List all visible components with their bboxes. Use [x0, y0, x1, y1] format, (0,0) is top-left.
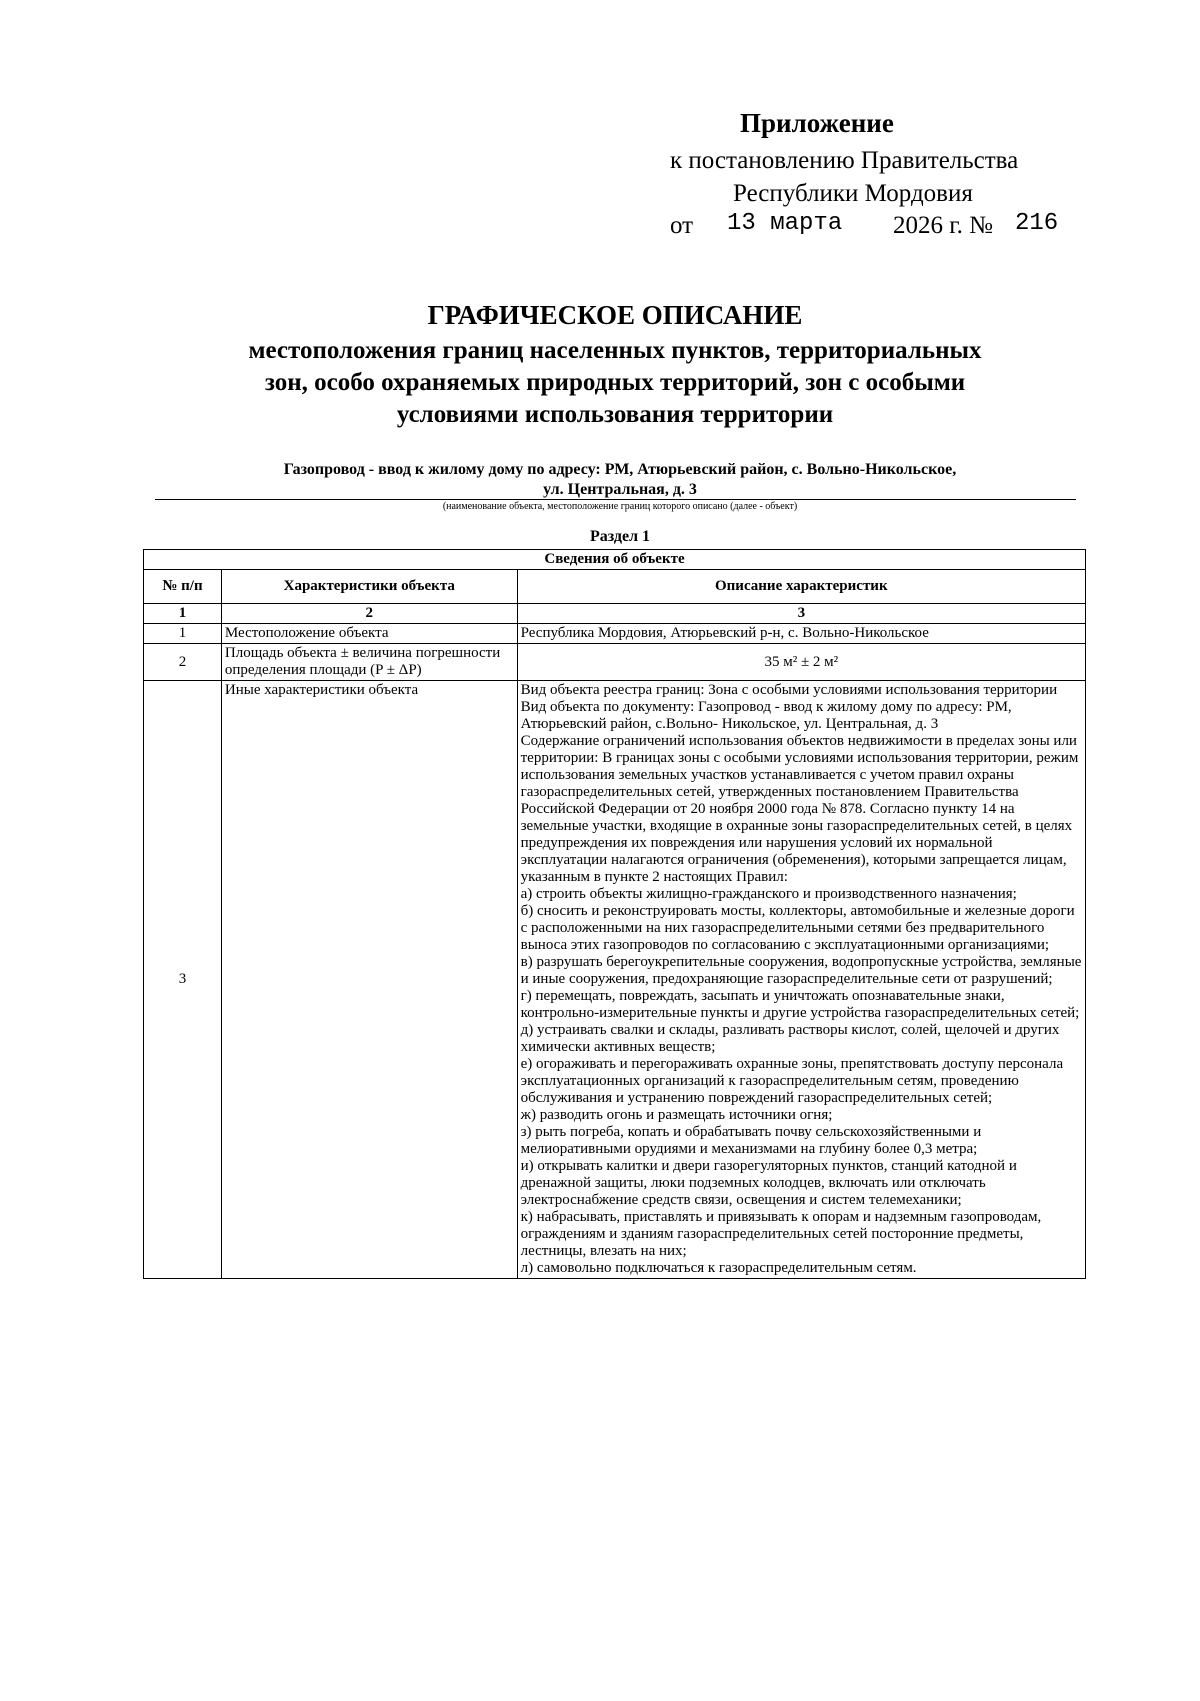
colnum-3: 3: [517, 604, 1085, 624]
table-colnum-row: [144, 604, 1086, 624]
table-header-row: [144, 570, 1086, 604]
description-paragraph: а) строить объекты жилищно-гражданского и производственного назначения;: [520, 886, 1017, 902]
object-name: [140, 460, 1100, 500]
object-caption: (наименование объекта, местоположение границ которого описано (далее - объект): [442, 501, 798, 512]
description-paragraph: ж) разводить огонь и размещать источники огня;: [520, 1107, 833, 1123]
row-characteristic: Площадь объекта ± величина погрешности определения площади (P ± ΔP): [221, 644, 517, 681]
document-subtitle: [130, 335, 1100, 431]
document-subtitle-line: местоположения границ населенных пунктов, территориальных: [248, 337, 982, 364]
row-description: Республика Мордовия, Атюрьевский р-н, с. Вольно-Никольское: [517, 624, 1085, 644]
description-paragraph: з) рыть погреба, копать и обрабатывать почву сельскохозяйственными и мелиоративными орудиями и механизмами на глубину более 0,3 метра;: [520, 1124, 982, 1157]
appendix-title: Приложение: [740, 108, 894, 138]
row-num: 2: [144, 644, 222, 681]
table-title-row: [144, 550, 1086, 570]
document-subtitle-line: зон, особо охраняемых природных территорий, зон с особыми: [264, 369, 966, 396]
description-paragraph: к) набрасывать, приставлять и привязывать к опорам и надземным газопроводам, ограждениям и зданиям газораспределительных сетей посторонние предметы, лестницы, влезать на них;: [520, 1209, 1042, 1259]
table-row: [144, 644, 1086, 681]
header-characteristic: Характеристики объекта: [221, 570, 517, 604]
appendix-date-value: 13 марта: [727, 210, 843, 237]
row-num: 1: [144, 624, 222, 644]
row-characteristic: Иные характеристики объекта: [221, 681, 517, 1279]
header-num: № п/п: [144, 570, 222, 604]
object-name-line: ул. Центральная, д. 3: [543, 481, 697, 498]
object-info-table: [143, 549, 1086, 1279]
object-name-line: Газопровод - ввод к жилому дому по адресу: РМ, Атюрьевский район, с. Вольно-Никольское,: [283, 461, 957, 478]
description-paragraph: е) огораживать и перегораживать охранные зоны, препятствовать доступу персонала эксплуатационных организаций к газораспределительным сетям, проведению обслуживания и устранению повреждений газораспределительных сетей;: [520, 1056, 1064, 1106]
description-paragraph: д) устраивать свалки и склады, разливать растворы кислот, солей, щелочей и других химически активных веществ;: [520, 1022, 1060, 1055]
row-num: 3: [144, 681, 222, 1279]
table-row: [144, 681, 1086, 1279]
appendix-region-line: Республики Мордовия: [733, 180, 973, 207]
document-main-title: ГРАФИЧЕСКОЕ ОПИСАНИЕ: [427, 300, 803, 330]
description-paragraph: Содержание ограничений использования объектов недвижимости в пределах зоны или территории: В границах зоны с особыми условиями использования территории, режим использования земельных участков устанавливается с учетом правил охраны газораспределительных сетей, утвержденных постановлением Правительства Российской Федерации от 20 ноября 2000 года № 878. Согласно пункту 14 на земельные участки, входящие в охранные зоны газораспределительных сетей, в целях предупреждения их повреждения или нарушения условий их нормальной эксплуатации налагаются ограничения (обременения), которыми запрещается лицам, указанным в пункте 2 настоящих Правил:: [520, 733, 1079, 885]
table-row: [144, 624, 1086, 644]
description-paragraph: г) перемещать, повреждать, засыпать и уничтожать опознавательные знаки, контрольно-измерительные пункты и другие устройства газораспределительных сетей;: [520, 988, 1080, 1021]
description-paragraph: Вид объекта по документу: Газопровод - ввод к жилому дому по адресу: РМ, Атюрьевский район, с.Вольно- Никольское, ул. Центральная, д. 3: [520, 699, 1012, 732]
appendix-date-prefix: от: [670, 212, 694, 239]
header-description: Описание характеристик: [517, 570, 1085, 604]
colnum-2: 2: [221, 604, 517, 624]
section-label: Раздел 1: [589, 528, 651, 545]
row-characteristic: Местоположение объекта: [221, 624, 517, 644]
object-name-underline: [155, 499, 1076, 500]
document-subtitle-line: условиями использования территории: [396, 401, 834, 428]
colnum-1: 1: [144, 604, 222, 624]
row-description: 35 м² ± 2 м²: [517, 644, 1085, 681]
description-paragraph: л) самовольно подключаться к газораспределительным сетям.: [520, 1260, 917, 1276]
table-title: Сведения об объекте: [144, 550, 1086, 570]
appendix-decree-line: к постановлению Правительства: [670, 147, 1019, 174]
description-paragraph: б) сносить и реконструировать мосты, коллекторы, автомобильные и железные дороги с расположенными на них газораспределительными сетями без предварительного выноса этих газопроводов по согласованию с эксплуатационными организациями;: [520, 903, 1075, 953]
appendix-year-number-label: 2026 г. №: [893, 212, 994, 239]
description-paragraph: и) открывать калитки и двери газорегуляторных пунктов, станций катодной и дренажной защиты, люки подземных колодцев, включать или отключать электроснабжение средств связи, освещения и систем телемеханики;: [520, 1158, 1017, 1208]
row-description: [517, 681, 1085, 1279]
appendix-number-value: 216: [1015, 210, 1059, 237]
description-paragraph: Вид объекта реестра границ: Зона с особыми условиями использования территории: [520, 682, 1058, 698]
description-paragraph: в) разрушать берегоукрепительные сооружения, водопропускные устройства, земляные и иные сооружения, предохраняющие газораспределительные сети от разрушений;: [520, 954, 1082, 987]
